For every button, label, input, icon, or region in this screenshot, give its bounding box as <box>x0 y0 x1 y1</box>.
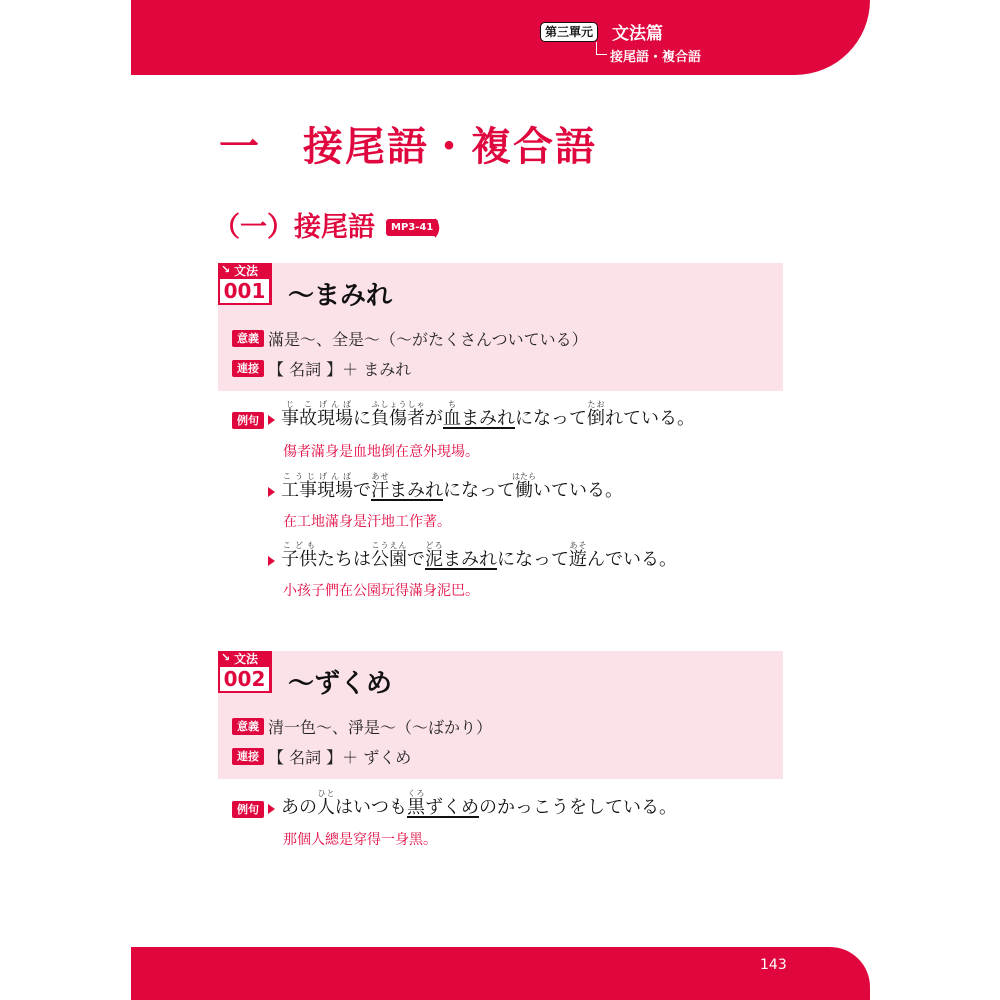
meaning-label: 意義 <box>232 718 264 735</box>
example-sentence: 子供こどもたちは公園こうえんで泥どろまみれになって遊あそんでいる。 <box>281 541 677 570</box>
corner-arrow-icon: ↘ <box>221 651 231 664</box>
book-page <box>131 0 870 1000</box>
connection-text: 【 名詞 】＋ まみれ <box>268 360 412 379</box>
page-number: 143 <box>760 957 787 973</box>
connection-label: 連接 <box>232 360 264 377</box>
example-label: 例句 <box>232 801 264 818</box>
example-sentence: 工事こうじ現場げんばで汗あせまみれになって働はたらいている。 <box>281 472 623 501</box>
footer-band <box>131 947 870 1000</box>
section-title: （一）接尾語 <box>213 212 375 243</box>
bullet-triangle-icon <box>268 415 275 425</box>
grammar-box-002 <box>218 651 783 779</box>
meaning-row <box>232 715 492 735</box>
unit-subtitle: 接尾語・複合語 <box>610 50 702 65</box>
mp3-audio-badge[interactable]: MP3-41 <box>386 219 438 236</box>
bullet-triangle-icon <box>268 556 275 566</box>
bullet-triangle-icon <box>268 487 275 497</box>
grammar-title: ～ずくめ <box>288 669 393 699</box>
grammar-tag <box>218 263 272 305</box>
grammar-title: ～まみれ <box>288 281 393 311</box>
meaning-text: 清一色～、淨是～（～ばかり） <box>268 718 493 737</box>
example-sentence: あの人ひとはいつも黒くろずくめのかっこうをしている。 <box>281 789 677 818</box>
meaning-label: 意義 <box>232 330 264 347</box>
connector-line <box>596 42 607 55</box>
meaning-row <box>232 327 588 347</box>
grammar-label: 文法 <box>234 264 259 278</box>
connection-row <box>232 745 411 765</box>
example-translation: 在工地滿身是汗地工作著。 <box>283 514 451 530</box>
grammar-number: 002 <box>220 667 269 691</box>
unit-title: 文法篇 <box>612 24 663 44</box>
unit-tag: 第三單元 <box>540 22 598 42</box>
header-band <box>131 0 870 75</box>
grammar-label: 文法 <box>234 652 259 666</box>
example-label: 例句 <box>232 412 264 429</box>
connection-text: 【 名詞 】＋ ずくめ <box>268 748 412 767</box>
connection-row <box>232 357 411 377</box>
chapter-title: 一 接尾語・複合語 <box>219 124 597 170</box>
grammar-tag <box>218 651 272 693</box>
bullet-triangle-icon <box>268 804 275 814</box>
corner-arrow-icon: ↘ <box>221 263 231 276</box>
grammar-box-001 <box>218 263 783 391</box>
meaning-text: 滿是～、全是～（～がたくさんついている） <box>268 330 588 349</box>
example-translation: 那個人總是穿得一身黑。 <box>283 832 437 848</box>
example-translation: 小孩子們在公園玩得滿身泥巴。 <box>283 583 479 599</box>
connection-label: 連接 <box>232 748 264 765</box>
sound-wave-icon <box>429 215 443 241</box>
example-sentence: 事故じこ現場げんばに負傷者ふしょうしゃが血ちまみれになって倒たおれている。 <box>281 400 695 429</box>
example-translation: 傷者滿身是血地倒在意外現場。 <box>283 444 479 460</box>
grammar-number: 001 <box>220 279 269 303</box>
